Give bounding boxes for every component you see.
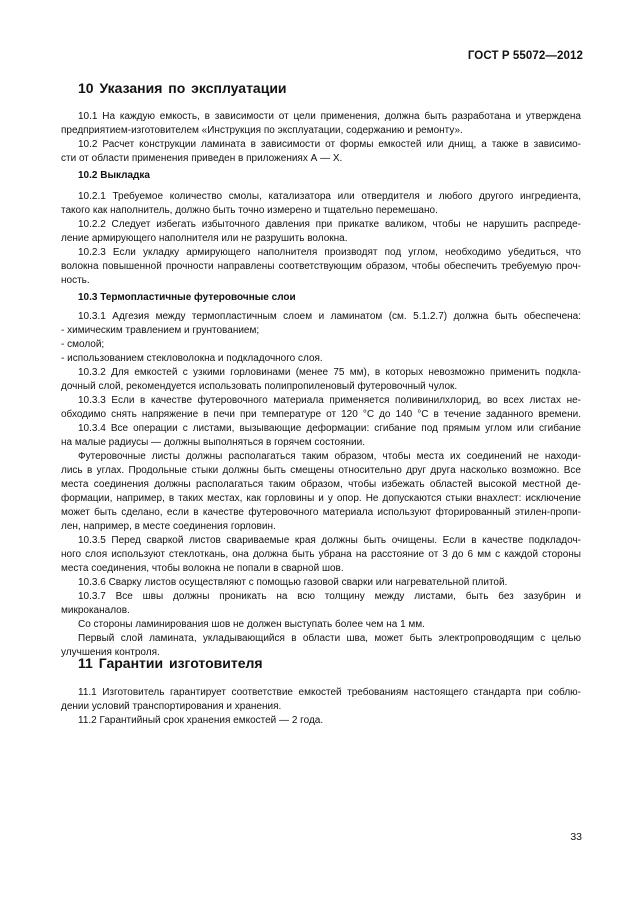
paragraph-line: 10.3.1 Адгезия между термопластичным слоем и ламинатом (см. 5.1.2.7) должна быть обеспечена: bbox=[78, 311, 581, 322]
paragraph-line: 10.3.2 Для емкостей с узкими горловинами (менее 75 мм), в которых невозможно применить подкла- bbox=[78, 367, 581, 378]
paragraph-line: 10.2.2 Следует избегать избыточного давления при прикатке валиком, чтобы не нарушить распреде- bbox=[78, 219, 581, 230]
paragraph-line: ного слоя используют стеклоткань, она должна быть убрана на расстояние от 3 до 6 мм с каждой стороны bbox=[61, 549, 581, 560]
paragraph-line: лен, например, в месте соединения горловин. bbox=[61, 521, 276, 532]
page-number: 33 bbox=[570, 831, 582, 843]
paragraph-line: такого как наполнитель, должно быть точно измерено и тщательно перемешано. bbox=[61, 205, 438, 216]
paragraph-line: Со стороны ламинирования шов не должен выступать более чем на 1 мм. bbox=[78, 619, 425, 630]
paragraph-line: Первый слой ламината, укладывающийся в области шва, может быть электропроводящим с целью bbox=[78, 633, 581, 644]
section-10-3-heading: 10.3 Термопластичные футеровочные слои bbox=[78, 292, 296, 303]
section-10-heading: 10 Указания по эксплуатации bbox=[78, 80, 287, 96]
paragraph-line: ность. bbox=[61, 275, 90, 286]
paragraph-line: 10.3.5 Перед сваркой листов свариваемые края должны быть очищены. Если в качестве подкладоч- bbox=[78, 535, 581, 546]
paragraph-line: ление армирующего наполнителя или не разрушить волокна. bbox=[61, 233, 348, 244]
paragraph-line: 10.3.6 Сварку листов осуществляют с помощью газовой сварки или нагревательной плитой. bbox=[78, 577, 508, 588]
paragraph-line: 10.3.7 Все швы должны проникать на всю толщину между листами, быть без зазубрин и bbox=[78, 591, 581, 602]
paragraph-line: 10.3.4 Все операции с листами, вызывающие деформации: сгибание под прямым углом или сгибание bbox=[78, 423, 581, 434]
paragraph-line: может быть сделано, если в качестве футеровочного материала используют фторированный этилен-пропи- bbox=[61, 507, 581, 518]
paragraph-line: 11.1 Изготовитель гарантирует соответствие емкостей требованиям настоящего стандарта при соблю- bbox=[78, 687, 581, 698]
paragraph-line: лись в углах. Продольные стыки должны быть смещены относительно друг друга насколько возможно. Все bbox=[61, 465, 581, 476]
paragraph-line: 10.2.3 Если укладку армирующего наполнителя производят под углом, необходимо убедиться, что bbox=[78, 247, 581, 258]
paragraph-line: 10.2.1 Требуемое количество смолы, катализатора или отвердителя и любого другого ингредиента, bbox=[78, 191, 581, 202]
section-11-heading: 11 Гарантии изготовителя bbox=[78, 655, 263, 671]
paragraph-line: сти от области применения приведен в приложениях А — X. bbox=[61, 153, 343, 164]
paragraph-line: формации, например, в таких местах, как горловины и у опор. Не допускаются стыки внахлест: исключение bbox=[61, 493, 581, 504]
list-item: - химическим травлением и грунтованием; bbox=[61, 325, 260, 336]
paragraph-line: предприятием-изготовителем «Инструкция по эксплуатации, содержанию и ремонту». bbox=[61, 125, 463, 136]
paragraph-line: улучшения контроля. bbox=[61, 647, 160, 658]
paragraph-line: Футеровочные листы должны располагаться таким образом, чтобы места их соединений не находи- bbox=[78, 451, 581, 462]
paragraph-line: 10.1 На каждую емкость, в зависимости от цели применения, должна быть разработана и утверждена bbox=[78, 111, 581, 122]
paragraph-line: волокна повышенной прочности направлены соответствующим образом, чтобы обеспечить требуемую проч- bbox=[61, 261, 581, 272]
paragraph-line: дочный слой, рекомендуется использовать полипропиленовый футеровочный чулок. bbox=[61, 381, 458, 392]
list-item: - смолой; bbox=[61, 339, 105, 350]
paragraph-line: на малые радиусы — должны выполняться в горячем состоянии. bbox=[61, 437, 365, 448]
paragraph-line: 11.2 Гарантийный срок хранения емкостей — 2 года. bbox=[78, 715, 324, 726]
paragraph-line: микроканалов. bbox=[61, 605, 130, 616]
paragraph-line: 10.3.3 Если в качестве футеровочного материала применяется поливинилхлорид, во всех листах не- bbox=[78, 395, 581, 406]
paragraph-line: места соединения должны располагаться таким образом, чтобы избежать областей высокой местной де- bbox=[61, 479, 581, 490]
paragraph-line: обходимо снять напряжение в печи при температуре от 120 °С до 140 °С в течение заданного времени. bbox=[61, 409, 581, 420]
document-code: ГОСТ Р 55072—2012 bbox=[467, 50, 583, 62]
list-item: - использованием стекловолокна и подкладочного слоя. bbox=[61, 353, 323, 364]
paragraph-line: 10.2 Расчет конструкции ламината в зависимости от формы емкостей или днищ, а также в зависимо- bbox=[78, 139, 581, 150]
paragraph-line: места соединения, чтобы волокна не попали в сварной шов. bbox=[61, 563, 344, 574]
paragraph-line: дении условий транспортирования и хранения. bbox=[61, 701, 282, 712]
section-10-2-heading: 10.2 Выкладка bbox=[78, 170, 150, 181]
